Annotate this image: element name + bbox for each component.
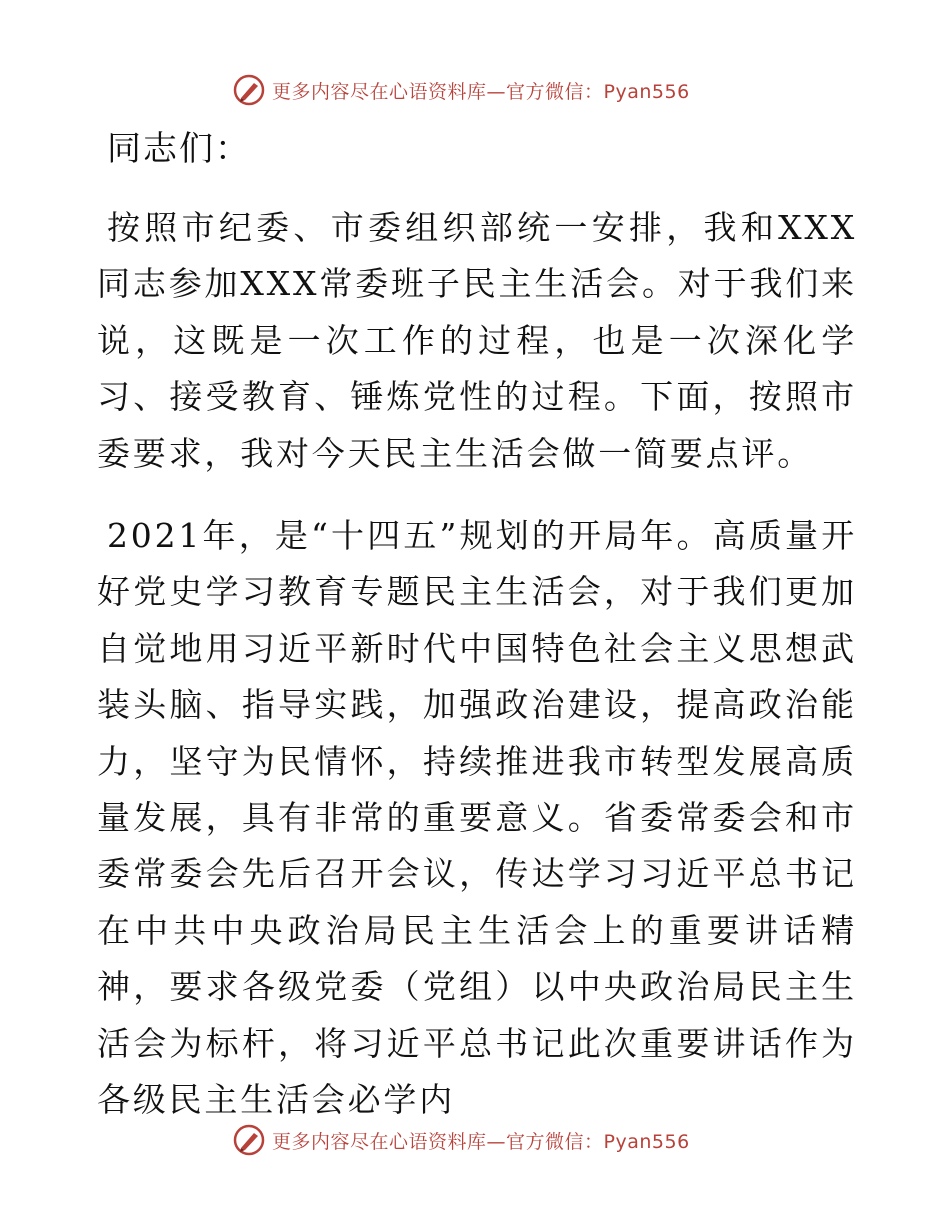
pen-logo-icon bbox=[232, 1123, 266, 1157]
header-watermark bbox=[232, 70, 752, 110]
pen-logo-icon bbox=[232, 73, 266, 107]
watermark-text: 更多内容尽在心语资料库—官方微信：Pyan556 bbox=[272, 80, 690, 103]
salutation: 同志们： bbox=[107, 129, 251, 169]
document-body bbox=[97, 122, 857, 1155]
paragraph-1: 按照市纪委、市委组织部统一安排，我和XXX同志参加XXX常委班子民主生活会。对于我们来说，这既是一次工作的过程，也是一次深化学习、接受教育、锤炼党性的过程。下面，按照市委要求，我对今天民主生活会做一简要点评。 bbox=[97, 208, 857, 473]
footer-watermark bbox=[232, 1120, 752, 1160]
watermark-text: 更多内容尽在心语资料库—官方微信：Pyan556 bbox=[272, 1130, 690, 1153]
paragraph-2: 2021年，是“十四五”规划的开局年。高质量开好党史学习教育专题民主生活会，对于我们更加自觉地用习近平新时代中国特色社会主义思想武装头脑、指导实践，加强政治建设，提高政治能力，坚守为民情怀，持续推进我市转型发展高质量发展，具有非常的重要意义。省委常委会和市委常委会先后召开会议，传达学习习近平总书记在中共中央政治局民主生活会上的重要讲话精神，要求各级党委（党组）以中央政治局民主生活会为标杆，将习近平总书记此次重要讲话作为各级民主生活会必学内 bbox=[97, 516, 857, 1120]
